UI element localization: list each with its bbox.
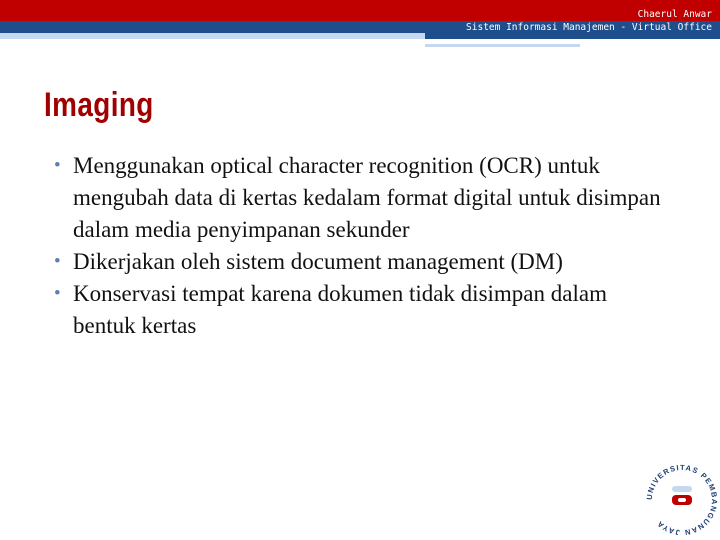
header-info (466, 8, 712, 34)
bullet-icon: • (54, 251, 61, 272)
bullet-list (52, 150, 672, 342)
bullet-text: Menggunakan optical character recognition (OCR) untuk mengubah data di kertas kedalam format digital untuk disimpan dalam media penyimpanan sekunder (73, 153, 661, 242)
header-band (0, 0, 720, 44)
bullet-icon: • (54, 155, 61, 176)
bullet-item (52, 246, 672, 278)
slide-title: Imaging (44, 86, 154, 124)
bullet-text: Dikerjakan oleh sistem document management (DM) (73, 249, 563, 274)
bullet-text: Konservasi tempat karena dokumen tidak disimpan dalam bentuk kertas (73, 281, 607, 338)
svg-text:UNIVERSITAS PEMBANGUNAN JAYA: UNIVERSITAS PEMBANGUNAN JAYA (644, 462, 720, 538)
bullet-item (52, 278, 672, 342)
header-band-accent-light (425, 44, 580, 47)
university-logo-icon (640, 450, 720, 540)
course-name: Sistem Informasi Manajemen - Virtual Office (466, 22, 712, 33)
author-name: Chaerul Anwar (637, 9, 712, 20)
bullet-item (52, 150, 672, 246)
bullet-icon: • (54, 283, 61, 304)
